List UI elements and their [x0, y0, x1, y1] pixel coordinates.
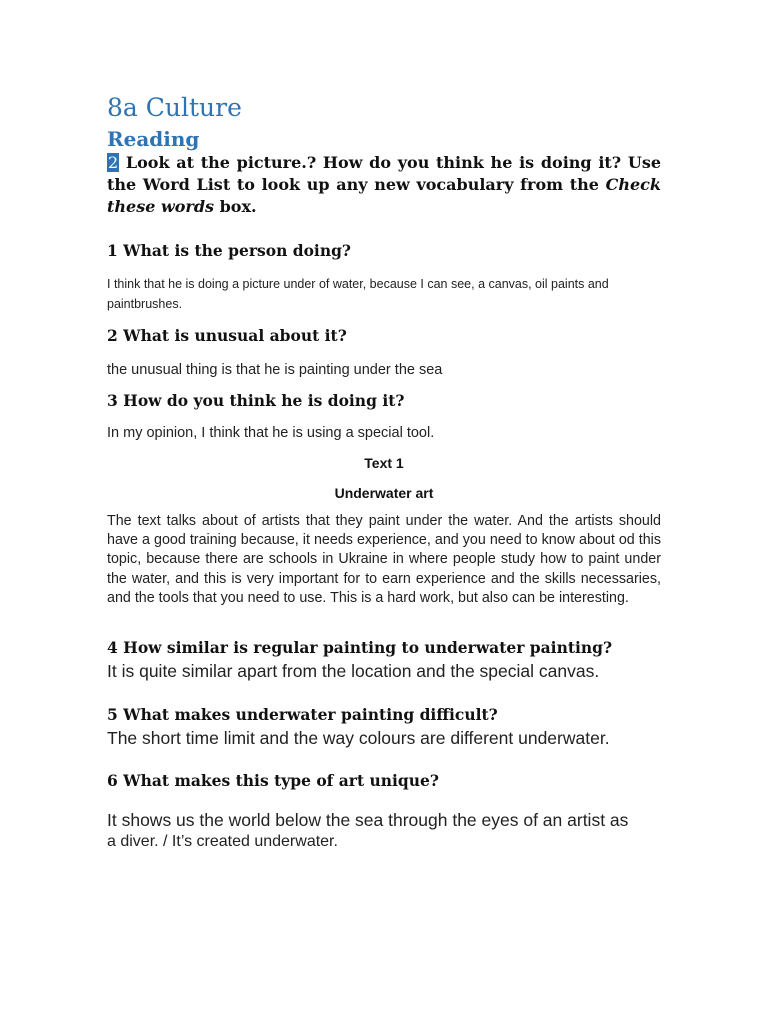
instruction-text-part2: box. — [214, 197, 257, 216]
question-5: 5 What makes underwater painting difficult? — [107, 705, 498, 724]
text-title: Underwater art — [334, 485, 434, 501]
question-3: 3 How do you think he is doing it? — [107, 391, 405, 410]
answer-1-line-1: I think that he is doing a picture under of water, because I can see, a canvas, oil paints and — [107, 277, 609, 291]
instruction-italic-text: Check these words — [107, 175, 661, 216]
question-2: 2 What is unusual about it? — [107, 326, 347, 345]
text-paragraph: The text talks about of artists that they paint under the water. And the artists should have a good training because, it needs experience, and you need to know about od this topic, because there are schools in Ukraine in where people study how to paint under the water, and this is very important for to earn experience and the skills necessaries, and the tools that you need to use. This is a hard work, but also can be interesting. — [107, 513, 661, 606]
answer-2: the unusual thing is that he is painting under the sea — [107, 362, 443, 378]
answer-3: In my opinion, I think that he is using a special tool. — [107, 425, 435, 441]
answer-5: The short time limit and the way colours are different underwater. — [107, 728, 610, 748]
answer-6-line-2: a diver. / It’s created underwater. — [107, 833, 338, 850]
exercise-number: 2 — [108, 153, 119, 172]
page-title: 8a Culture — [107, 93, 242, 122]
answer-1-line-2: paintbrushes. — [107, 297, 183, 311]
instruction-text-part1: Look at the picture.? How do you think he is doing it? Use the Word List to look up any new vocabulary from the — [107, 153, 661, 194]
question-1: 1 What is the person doing? — [107, 241, 352, 260]
answer-6-line-1: It shows us the world below the sea through the eyes of an artist as — [107, 810, 629, 830]
text-label: Text 1 — [364, 455, 404, 471]
section-subtitle: Reading — [107, 127, 200, 151]
question-6: 6 What makes this type of art unique? — [107, 771, 439, 790]
instruction-paragraph — [107, 152, 661, 218]
answer-4: It is quite similar apart from the location and the special canvas. — [107, 661, 600, 681]
question-4: 4 How similar is regular painting to underwater painting? — [107, 638, 613, 657]
